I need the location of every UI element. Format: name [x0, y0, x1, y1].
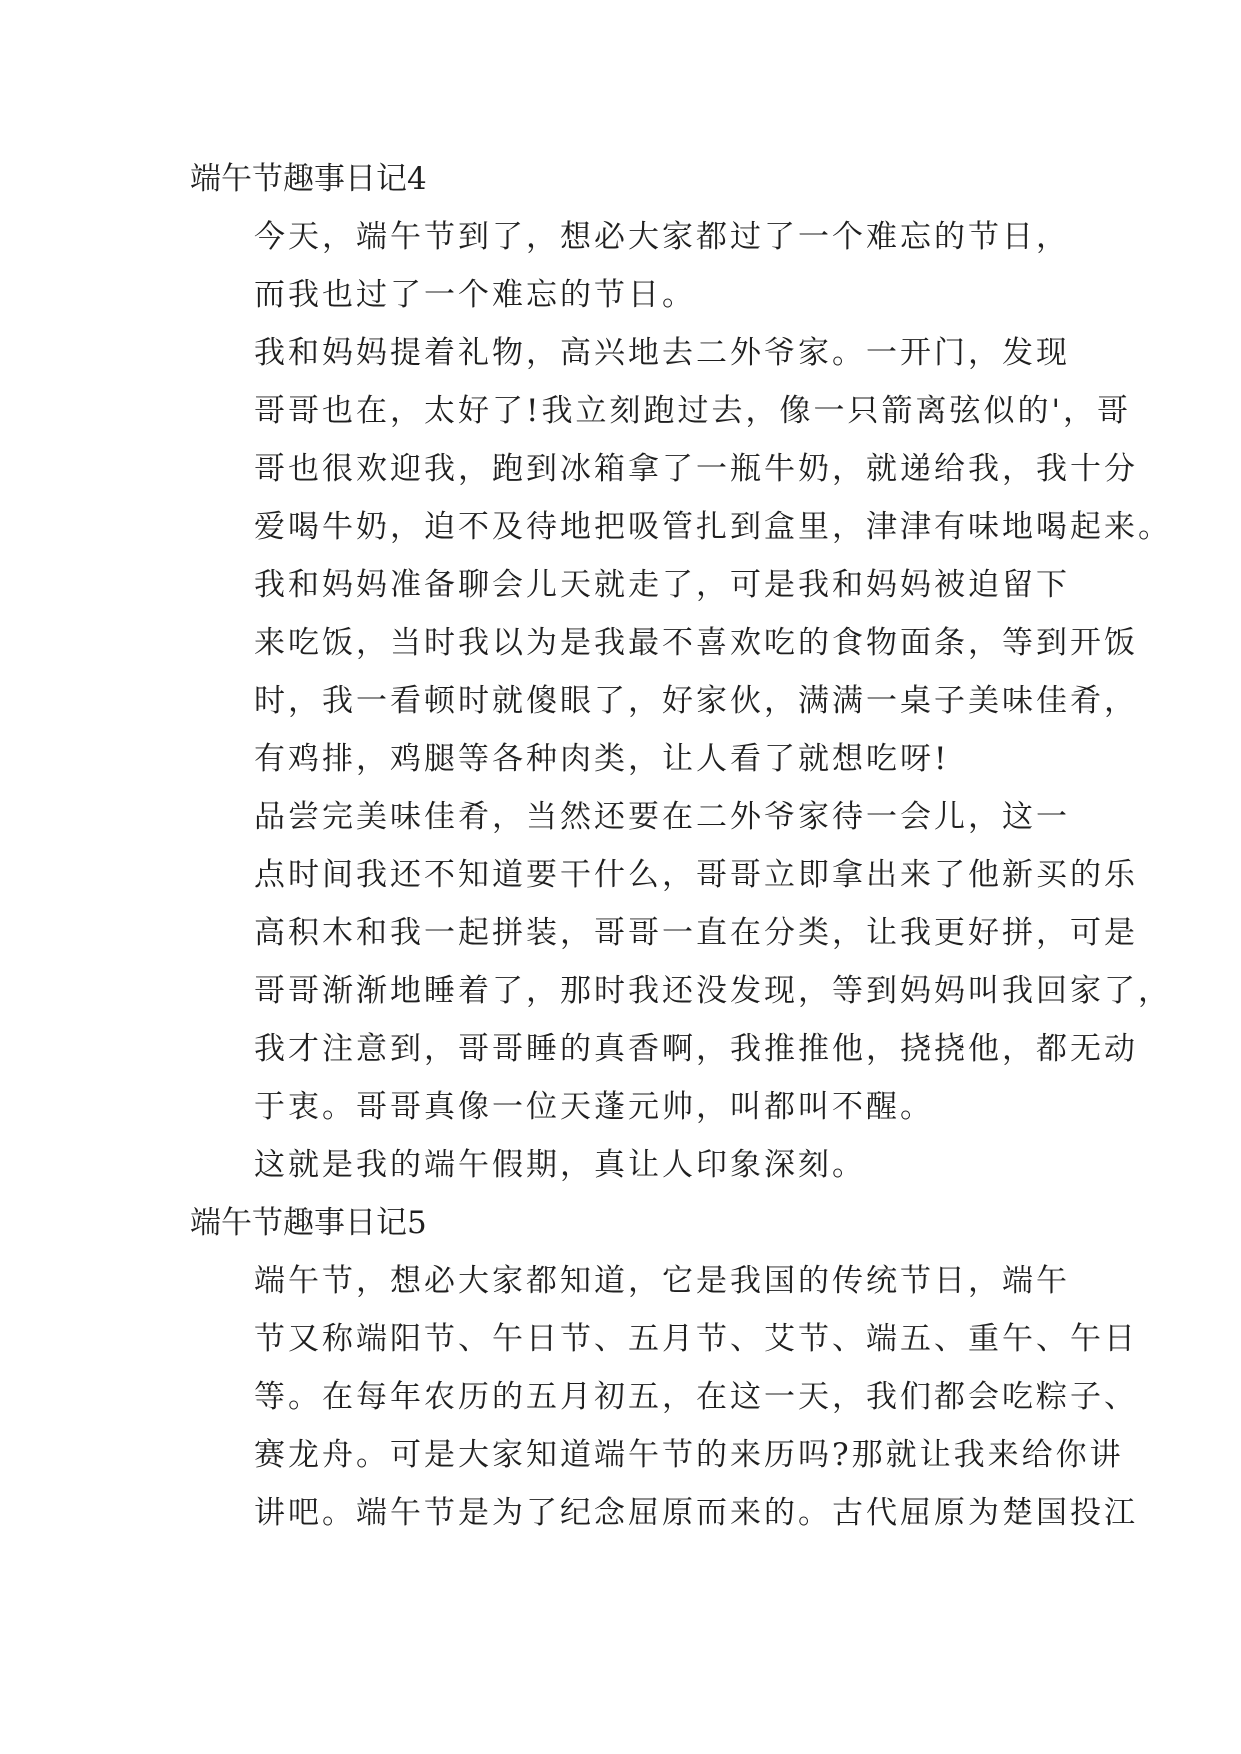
text-line: 我和妈妈提着礼物，高兴地去二外爷家。一开门，发现 [254, 335, 1070, 371]
text-line: 这就是我的端午假期，真让人印象深刻。 [254, 1147, 866, 1183]
section-title-diary-4: 端午节趣事日记4 [190, 161, 427, 197]
text-line: 节又称端阳节、午日节、五月节、艾节、端五、重午、午日 [254, 1321, 1138, 1357]
text-line: 端午节，想必大家都知道，它是我国的传统节日，端午 [254, 1263, 1070, 1299]
text-line: 而我也过了一个难忘的节日。 [254, 277, 696, 313]
text-line: 今天，端午节到了，想必大家都过了一个难忘的节日， [254, 219, 1070, 255]
text-line: 爱喝牛奶，迫不及待地把吸管扎到盒里，津津有味地喝起来。 [254, 509, 1172, 545]
text-line: 品尝完美味佳肴，当然还要在二外爷家待一会儿，这一 [254, 799, 1070, 835]
section-title-diary-5: 端午节趣事日记5 [190, 1205, 427, 1241]
text-line: 高积木和我一起拼装，哥哥一直在分类，让我更好拼，可是 [254, 915, 1138, 951]
paragraph-diary-5-1 [190, 1252, 1138, 1542]
text-line: 于衷。哥哥真像一位天蓬元帅，叫都叫不醒。 [254, 1089, 934, 1125]
paragraph-diary-4-2 [190, 324, 1172, 556]
text-line: 点时间我还不知道要干什么，哥哥立即拿出来了他新买的乐 [254, 857, 1138, 893]
text-line: 讲吧。端午节是为了纪念屈原而来的。古代屈原为楚国投江 [254, 1495, 1138, 1531]
text-line: 时，我一看顿时就傻眼了，好家伙，满满一桌子美味佳肴， [254, 683, 1138, 719]
paragraph-diary-4-3 [190, 556, 1138, 788]
text-line: 哥也很欢迎我，跑到冰箱拿了一瓶牛奶，就递给我，我十分 [254, 451, 1138, 487]
paragraph-diary-4-5 [190, 1136, 1070, 1194]
text-line: 有鸡排，鸡腿等各种肉类，让人看了就想吃呀! [254, 741, 950, 777]
text-line: 哥哥也在，太好了!我立刻跑过去，像一只箭离弦似的'，哥 [254, 393, 1131, 429]
text-line: 哥哥渐渐地睡着了，那时我还没发现，等到妈妈叫我回家了， [254, 973, 1172, 1009]
document-body [190, 150, 1172, 1542]
text-line: 来吃饭，当时我以为是我最不喜欢吃的食物面条，等到开饭 [254, 625, 1138, 661]
paragraph-diary-4-1 [190, 208, 1070, 324]
text-line: 等。在每年农历的五月初五，在这一天，我们都会吃粽子、 [254, 1379, 1138, 1415]
paragraph-diary-4-4 [190, 788, 1172, 1136]
text-line: 我才注意到，哥哥睡的真香啊，我推推他，挠挠他，都无动 [254, 1031, 1138, 1067]
text-line: 我和妈妈准备聊会儿天就走了，可是我和妈妈被迫留下 [254, 567, 1070, 603]
text-line: 赛龙舟。可是大家知道端午节的来历吗?那就让我来给你讲 [254, 1437, 1124, 1473]
